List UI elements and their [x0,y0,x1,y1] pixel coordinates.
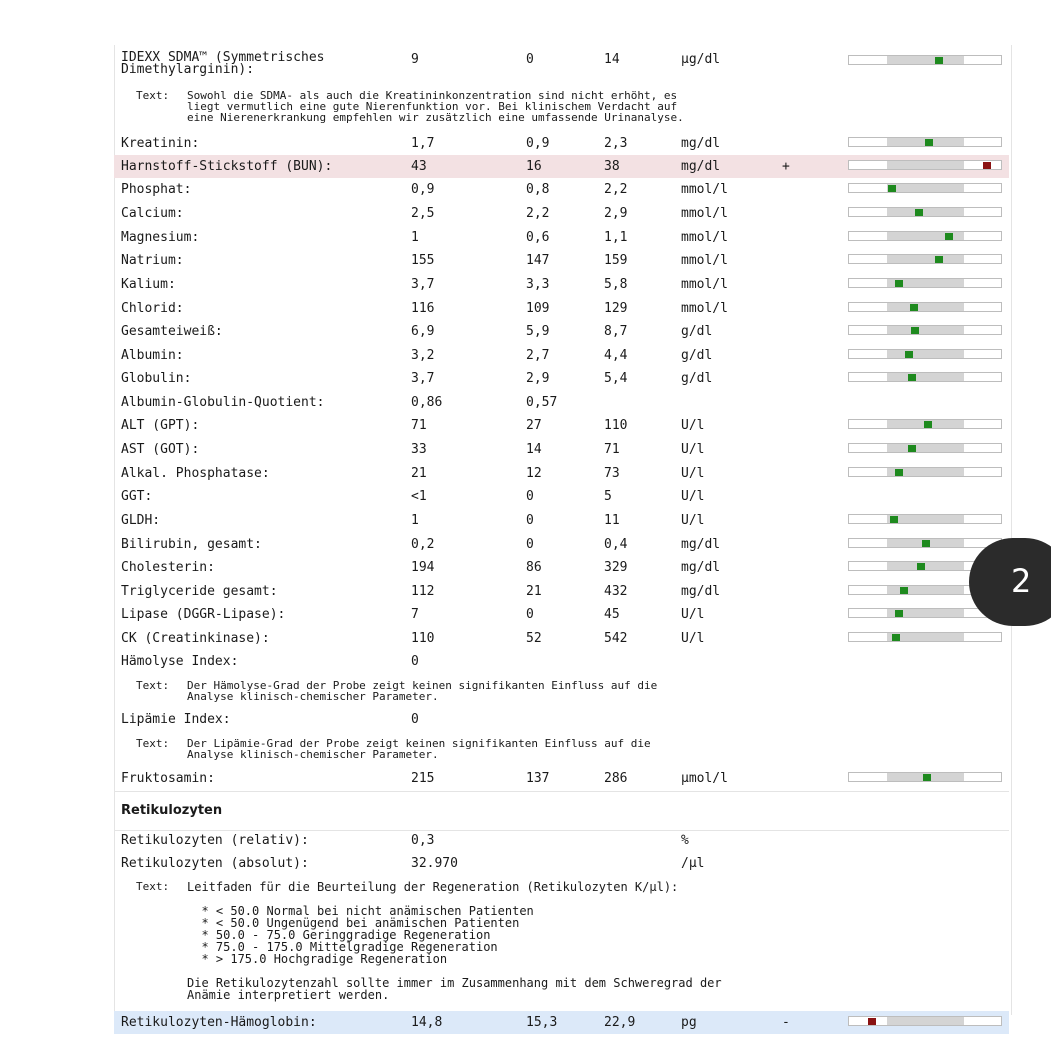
row-value: 1 [411,513,419,528]
range-bar [848,183,1002,193]
lab-row [114,320,1009,343]
lab-row [114,367,1009,390]
row-value: 112 [411,584,435,599]
row-max: 2,3 [604,136,628,151]
row-value: 14,8 [411,1015,443,1030]
range-marker [922,540,930,547]
row-min: 0,9 [526,136,550,151]
lab-row [114,650,1009,673]
lab-row [114,852,1009,875]
range-bar [848,160,1002,170]
row-value: 3,7 [411,371,435,386]
row-min: 0 [526,489,534,504]
row-max: 0,4 [604,537,628,552]
note-text: Der Hämolyse-Grad der Probe zeigt keinen signifikanten Einfluss auf die Analyse klinisch-chemischer Parameter. [187,679,658,703]
page-number: 2 [1011,562,1032,600]
range-bar [848,137,1002,147]
lab-row [114,438,1009,461]
row-min: 16 [526,159,542,174]
row-min: 0 [526,537,534,552]
range-marker [890,516,898,523]
range-bar [848,1016,1002,1026]
note-retikulozyten [114,881,1009,1007]
range-marker [925,139,933,146]
lab-row [114,829,1009,852]
range-bar [848,55,1002,65]
row-unit: g/dl [681,348,713,363]
lab-row [114,132,1009,155]
row-name: Lipämie Index: [121,712,231,727]
row-name: Albumin-Globulin-Quotient: [121,395,325,410]
row-name: Phosphat: [121,182,192,197]
section-header [114,791,1009,831]
row-name: ALT (GPT): [121,418,200,433]
row-min: 12 [526,466,542,481]
row-value: 0,86 [411,395,443,410]
range-bar [848,467,1002,477]
row-value: 110 [411,631,435,646]
range-bar [848,372,1002,382]
row-min: 14 [526,442,542,457]
row-unit: U/l [681,489,705,504]
range-marker [892,634,900,641]
row-value: 0,9 [411,182,435,197]
range-bar [848,207,1002,217]
row-max: 542 [604,631,628,646]
row-unit: mg/dl [681,136,721,151]
row-name: IDEXX SDMA™ (Symmetrisches Dimethylarginin): [121,50,325,77]
row-max: 110 [604,418,628,433]
row-max: 8,7 [604,324,628,339]
range-marker [924,421,932,428]
lab-row [114,297,1009,320]
range-marker [908,445,916,452]
row-unit: U/l [681,466,705,481]
section-title: Retikulozyten [121,803,223,818]
row-min: 0,57 [526,395,558,410]
range-marker [900,587,908,594]
lab-row [114,249,1009,272]
row-unit: mmol/l [681,277,728,292]
note-text: Der Lipämie-Grad der Probe zeigt keinen signifikanten Einfluss auf die Analyse klinisch-chemischer Parameter. [187,737,651,761]
row-max: 71 [604,442,620,457]
row-min: 27 [526,418,542,433]
row-value: 71 [411,418,427,433]
range-marker [983,162,991,169]
row-unit: mg/dl [681,537,721,552]
range-bar [848,325,1002,335]
row-min: 0,8 [526,182,550,197]
note-haemolyse [114,680,1009,704]
row-name: Albumin: [121,348,184,363]
row-value: 0,2 [411,537,435,552]
lab-row [114,556,1009,579]
range-bar [848,349,1002,359]
row-min: 5,9 [526,324,550,339]
row-min: 86 [526,560,542,575]
lab-row [114,344,1009,367]
row-value: 2,5 [411,206,435,221]
note-label: Text: [136,679,170,692]
row-max: 4,4 [604,348,628,363]
row-min: 0 [526,52,534,67]
range-marker [911,327,919,334]
row-value: 3,2 [411,348,435,363]
row-max: 5,4 [604,371,628,386]
range-bar [848,302,1002,312]
row-max: 73 [604,466,620,481]
range-marker [895,469,903,476]
row-name: Kalium: [121,277,176,292]
note-sdma [114,90,1009,126]
range-bar [848,419,1002,429]
row-name: AST (GOT): [121,442,200,457]
row-name: Magnesium: [121,230,200,245]
row-value: 9 [411,52,419,67]
row-min: 2,7 [526,348,550,363]
row-name: CK (Creatinkinase): [121,631,270,646]
row-unit: U/l [681,418,705,433]
row-flag: + [782,159,790,174]
row-min: 109 [526,301,550,316]
row-min: 0 [526,513,534,528]
row-max: 11 [604,513,620,528]
range-marker [895,280,903,287]
row-unit: mmol/l [681,301,728,316]
row-name: Lipase (DGGR-Lipase): [121,607,286,622]
row-value: 215 [411,771,435,786]
lab-row [114,178,1009,201]
row-value: 1 [411,230,419,245]
range-marker [945,233,953,240]
row-flag: - [782,1015,790,1030]
range-marker [895,610,903,617]
row-min: 3,3 [526,277,550,292]
row-name: Retikulozyten (relativ): [121,833,309,848]
page-number-badge[interactable] [969,538,1051,626]
range-bar [848,632,1002,642]
row-min: 2,2 [526,206,550,221]
row-max: 5 [604,489,612,504]
lab-row [114,533,1009,556]
lab-row [114,391,1009,414]
row-max: 45 [604,607,620,622]
row-name: Harnstoff-Stickstoff (BUN): [121,159,333,174]
row-name: Fruktosamin: [121,771,215,786]
row-value: 0,3 [411,833,435,848]
row-name: Retikulozyten-Hämoglobin: [121,1015,317,1030]
row-value: 0 [411,654,419,669]
row-unit: mmol/l [681,230,728,245]
row-value: 155 [411,253,435,268]
row-min: 137 [526,771,550,786]
row-unit: mg/dl [681,584,721,599]
row-unit: /µl [681,856,705,871]
range-bar [848,538,1002,548]
row-value: 21 [411,466,427,481]
note-label: Text: [136,880,170,893]
row-name: GLDH: [121,513,161,528]
row-name: GGT: [121,489,153,504]
range-marker [868,1018,876,1025]
row-unit: % [681,833,689,848]
row-name: Bilirubin, gesamt: [121,537,262,552]
note-lipaemie [114,738,1009,762]
lab-row [114,202,1009,225]
note-text: Sowohl die SDMA- als auch die Kreatininkonzentration sind nicht erhöht, es liegt vermutlich eine gute Nierenfunktion vor. Bei klinischem Verdacht auf eine Nierenerkrankung empfehlen wir zusätzlich eine umfassende Urinanalyse. [187,89,684,124]
row-max: 14 [604,52,620,67]
lab-row [114,273,1009,296]
row-value: 194 [411,560,435,575]
row-unit: µg/dl [681,52,721,67]
row-max: 129 [604,301,628,316]
row-unit: U/l [681,442,705,457]
lab-row [114,627,1009,650]
lab-row [114,580,1009,603]
row-min: 0,6 [526,230,550,245]
row-name: Natrium: [121,253,184,268]
lab-row [114,603,1009,626]
row-max: 5,8 [604,277,628,292]
row-value: 1,7 [411,136,435,151]
row-value: 6,9 [411,324,435,339]
row-min: 21 [526,584,542,599]
row-unit: mg/dl [681,560,721,575]
row-unit: mmol/l [681,206,728,221]
lab-row-sdma [114,50,1009,82]
lab-row [114,485,1009,508]
row-unit: U/l [681,607,705,622]
row-unit: U/l [681,631,705,646]
range-marker [923,774,931,781]
range-marker [908,374,916,381]
range-bar [848,231,1002,241]
row-name: Triglyceride gesamt: [121,584,278,599]
range-bar [848,514,1002,524]
note-text: Leitfaden für die Beurteilung der Regeneration (Retikulozyten K/µl): * < 50.0 Normal bei nicht anämischen Patienten * < 50.0 Ungenügend bei anämischen Patienten * 50.0 - 75.0 Geringgradige Regeneration * 75.0 - 175.0 Mittelgradige Regeneration * > 175.0 Hochgradige Regeneration Die Retikulozytenzahl sollte immer im Zusammenhang mit dem Schweregrad der Anämie interpretiert werden. [187,880,722,1002]
row-value: 32.970 [411,856,458,871]
row-max: 159 [604,253,628,268]
lab-row [114,708,1009,731]
lab-row [114,462,1009,485]
note-label: Text: [136,737,170,750]
row-max: 329 [604,560,628,575]
row-name: Chlorid: [121,301,184,316]
row-unit: µmol/l [681,771,728,786]
range-bar [848,772,1002,782]
row-unit: mmol/l [681,182,728,197]
row-value: 3,7 [411,277,435,292]
range-bar [848,278,1002,288]
range-marker [915,209,923,216]
range-marker [935,256,943,263]
row-value: 116 [411,301,435,316]
range-bar [848,254,1002,264]
row-value: 33 [411,442,427,457]
row-min: 0 [526,607,534,622]
row-min: 147 [526,253,550,268]
range-bar [848,443,1002,453]
row-max: 2,9 [604,206,628,221]
range-marker [935,57,943,64]
range-marker [910,304,918,311]
row-max: 2,2 [604,182,628,197]
range-marker [917,563,925,570]
row-unit: mg/dl [681,159,721,174]
lab-row [114,414,1009,437]
row-value: 7 [411,607,419,622]
lab-row [114,226,1009,249]
row-name: Globulin: [121,371,192,386]
row-value: 0 [411,712,419,727]
row-max: 432 [604,584,628,599]
row-min: 2,9 [526,371,550,386]
row-unit: g/dl [681,324,713,339]
row-name: Gesamteiweiß: [121,324,223,339]
row-name: Hämolyse Index: [121,654,239,669]
row-unit: g/dl [681,371,713,386]
note-label: Text: [136,89,170,102]
row-name: Retikulozyten (absolut): [121,856,309,871]
lab-row [114,767,1009,790]
row-max: 38 [604,159,620,174]
row-name: Kreatinin: [121,136,200,151]
row-unit: pg [681,1015,697,1030]
range-marker [888,185,896,192]
row-max: 286 [604,771,628,786]
row-max: 1,1 [604,230,628,245]
lab-row [114,509,1009,532]
range-marker [905,351,913,358]
lab-row-high [114,155,1009,178]
row-name: Cholesterin: [121,560,215,575]
row-name: Calcium: [121,206,184,221]
row-name: Alkal. Phosphatase: [121,466,270,481]
row-min: 52 [526,631,542,646]
row-unit: U/l [681,513,705,528]
row-min: 15,3 [526,1015,558,1030]
row-value: <1 [411,489,427,504]
lab-row-low [114,1011,1009,1034]
row-max: 22,9 [604,1015,636,1030]
row-unit: mmol/l [681,253,728,268]
row-value: 43 [411,159,427,174]
